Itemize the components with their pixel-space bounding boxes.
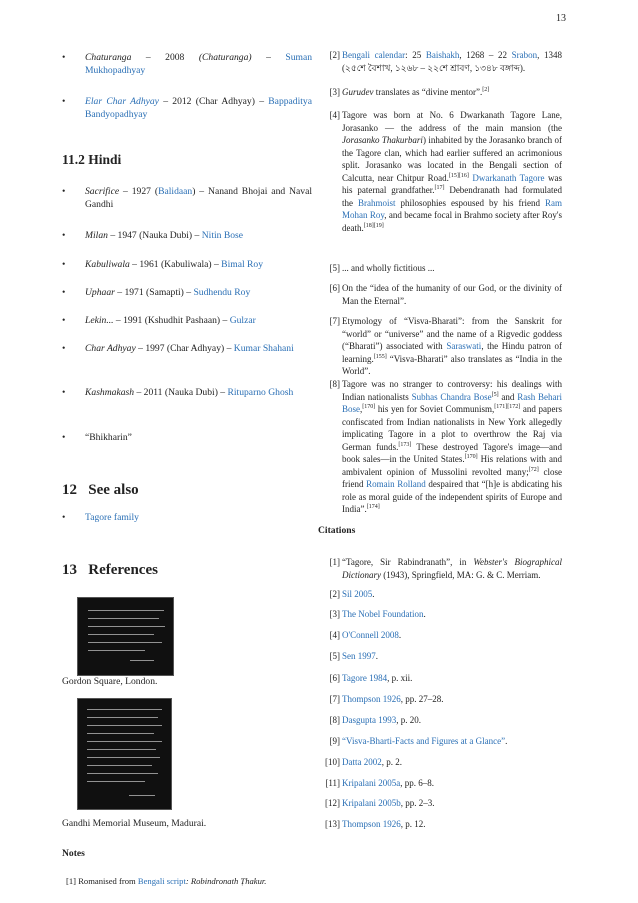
section-heading-see-also: 12 See also xyxy=(62,482,139,498)
notes-heading: Notes xyxy=(62,848,85,859)
citation-item: [1] “Tagore, Sir Rabindranath”, in Webster's Biographical Dictionary (1943), Springfield, MA: G. & C. Merriam. xyxy=(329,557,562,580)
note-item: [3] Gurudev translates as “divine mentor”.[2] xyxy=(329,87,490,97)
director-link[interactable]: Suman Mukhopadhyay xyxy=(85,52,313,76)
note-item: [4] Tagore was born at No. 6 Dwarkanath Tagore Lane, Jorasanko — the address of the main mansion (the Jorasanko Thakurbari) inhabited by the Jorasanko branch of the Tagore clan, which had earlier suffered an acrimonious split. Jorasanko was located in the Bengali section of Calcutta, near Chitpur Road.[15][16] Dwarkanath Tagore was his paternal grandfather.[17] Debendranath had formulated the Brahmoist philosophies espoused by his friend Ram Mohan Roy, and became focal in Brahmo society after Roy's death.[18][19] xyxy=(329,110,562,233)
citation-item: [7] Thompson 1926, pp. 27–28. xyxy=(329,694,444,704)
reference-link[interactable]: Rash Behari Bose xyxy=(342,391,562,414)
director-link[interactable]: Sudhendu Roy xyxy=(193,287,251,298)
citations-heading: Citations xyxy=(318,525,356,536)
reference-link[interactable]: The Nobel Foundation xyxy=(342,609,424,619)
citation-item: [11] Kripalani 2005a, pp. 6–8. xyxy=(325,778,434,788)
reference-link[interactable]: Saraswati xyxy=(446,341,482,351)
director-link[interactable]: Bimal Roy xyxy=(221,259,264,270)
reference-link[interactable]: Thompson 1926 xyxy=(342,694,401,704)
note-item: [7] Etymology of “Visva-Bharati”: from the Sanskrit for “world” or “universe” and the name of a Rigvedic goddess (“Bharati”) associated with Saraswati, the Hindu patron of learning.[155] “Visva-Bharati” also translates as “India in the World”. xyxy=(329,316,563,376)
reference-link[interactable]: Romain Rolland xyxy=(366,479,426,489)
citation-item: [5] Sen 1997. xyxy=(329,651,378,661)
list-item: • Sacrifice – 1927 (Balidaan) – Nanand Bhojai and Naval Gandhi xyxy=(62,186,312,210)
plaque-image-gordon-square xyxy=(77,597,174,676)
citation-item: [12] Kripalani 2005b, pp. 2–3. xyxy=(325,798,435,808)
reference-link[interactable]: Sil 2005 xyxy=(342,589,373,599)
director-link[interactable]: Kumar Shahani xyxy=(233,343,294,354)
note-item: [8] Tagore was no stranger to controversy: his dealings with Indian nationalists Subhas Chandra Bose[5] and Rash Behari Bose,[170] his yen for Soviet Communism,[171][172] and papers confiscated from Indian nationalists in New York allegedly implicating Tagore in a plot to overthrow the Raj via German funds.[173] These destroyed Tagore's image—and book sales—in the United States.[170] His relations with and ambivalent opinion of Mussolini revolted many;[72] close friend Romain Rolland despaired that “[h]e is abdicating his role as moral guide of the independent spirits of Europe and India”.[174] xyxy=(329,379,563,514)
list-item: • Kabuliwala – 1961 (Kabuliwala) – Bimal Roy xyxy=(62,259,264,270)
page-number: 13 xyxy=(556,13,566,24)
list-item: • “Bhikharin” xyxy=(62,432,132,443)
film-link[interactable]: Elar Char Adhyay xyxy=(85,96,159,107)
image-caption: Gandhi Memorial Museum, Madurai. xyxy=(62,818,207,829)
section-heading-hindi: 11.2 Hindi xyxy=(62,152,122,167)
reference-link[interactable]: “Visva-Bharti-Facts and Figures at a Glance” xyxy=(342,736,506,746)
citation-item: [10] Datta 2002, p. 2. xyxy=(325,757,402,767)
list-item: • Chaturanga – 2008 (Chaturanga) – Suman Mukhopadhyay xyxy=(62,52,313,76)
list-item: • Lekin... – 1991 (Kshudhit Pashaan) – Gulzar xyxy=(62,315,256,326)
reference-link[interactable]: Kripalani 2005a xyxy=(342,778,401,788)
reference-link[interactable]: Baishakh xyxy=(425,50,460,60)
list-item: • Milan – 1947 (Nauka Dubi) – Nitin Bose xyxy=(62,230,244,241)
see-also-link[interactable]: Tagore family xyxy=(85,512,139,523)
reference-link[interactable]: Srabon xyxy=(511,50,538,60)
citation-item: [13] Thompson 1926, p. 12. xyxy=(325,819,426,829)
reference-link[interactable]: Tagore 1984 xyxy=(342,673,388,683)
list-item: • Char Adhyay – 1997 (Char Adhyay) – Kumar Shahani xyxy=(62,343,294,354)
reference-link[interactable]: Ram Mohan Roy xyxy=(342,197,562,220)
plaque-image-gandhi-museum xyxy=(77,698,172,810)
section-heading-references: 13 References xyxy=(62,562,158,578)
citation-item: [8] Dasgupta 1993, p. 20. xyxy=(329,715,421,725)
director-link[interactable]: Bappaditya Bandyopadhyay xyxy=(85,96,312,120)
image-caption: Gordon Square, London. xyxy=(62,676,158,687)
list-item: • Elar Char Adhyay – 2012 (Char Adhyay) – Bappaditya Bandyopadhyay xyxy=(62,96,312,120)
reference-link[interactable]: Sen 1997 xyxy=(342,651,376,661)
reference-link[interactable]: Bengali calendar xyxy=(342,50,406,60)
note-item: [1] Romanised from Bengali script: Robindronath Ṭhakur. xyxy=(66,876,267,886)
director-link[interactable]: Gulzar xyxy=(229,315,256,326)
reference-link[interactable]: Datta 2002 xyxy=(342,757,382,767)
director-link[interactable]: Rituparno Ghosh xyxy=(227,387,294,398)
film-link[interactable]: Balidaan xyxy=(158,186,193,197)
citation-item: [9] “Visva-Bharti-Facts and Figures at a Glance”. xyxy=(329,736,508,746)
reference-link[interactable]: Thompson 1926 xyxy=(342,819,401,829)
reference-link[interactable]: Kripalani 2005b xyxy=(342,798,401,808)
note-item: [6] On the “idea of the humanity of our God, or the divinity of Man the Eternal”. xyxy=(329,283,562,306)
note-item: [5] ... and wholly fictitious ... xyxy=(329,263,435,273)
reference-link[interactable]: Brahmoist xyxy=(358,197,396,208)
reference-link[interactable]: Dasgupta 1993 xyxy=(342,715,397,725)
citation-item: [2] Sil 2005. xyxy=(329,589,375,599)
list-item: • Tagore family xyxy=(62,512,139,523)
reference-link[interactable]: Dwarkanath Tagore xyxy=(472,172,545,183)
bengali-script-link[interactable]: Bengali script xyxy=(137,876,186,886)
citation-item: [6] Tagore 1984, p. xii. xyxy=(329,673,413,683)
reference-link[interactable]: O'Connell 2008 xyxy=(342,630,399,640)
citation-item: [3] The Nobel Foundation. xyxy=(329,609,426,619)
citation-item: [4] O'Connell 2008. xyxy=(329,630,402,640)
note-item: [2] Bengali calendar: 25 Baishakh, 1268 – 22 Srabon, 1348 (২৫শে বৈশাখ, ১২৬৮ – ২২শে শ্রাবণ, ১৩৪৮ বঙ্গাব্দ). xyxy=(329,50,562,73)
list-item: • Uphaar – 1971 (Samapti) – Sudhendu Roy xyxy=(62,287,251,298)
list-item: • Kashmakash – 2011 (Nauka Dubi) – Rituparno Ghosh xyxy=(62,387,294,398)
director-link[interactable]: Nitin Bose xyxy=(201,230,244,241)
reference-link[interactable]: Subhas Chandra Bose xyxy=(411,391,492,402)
